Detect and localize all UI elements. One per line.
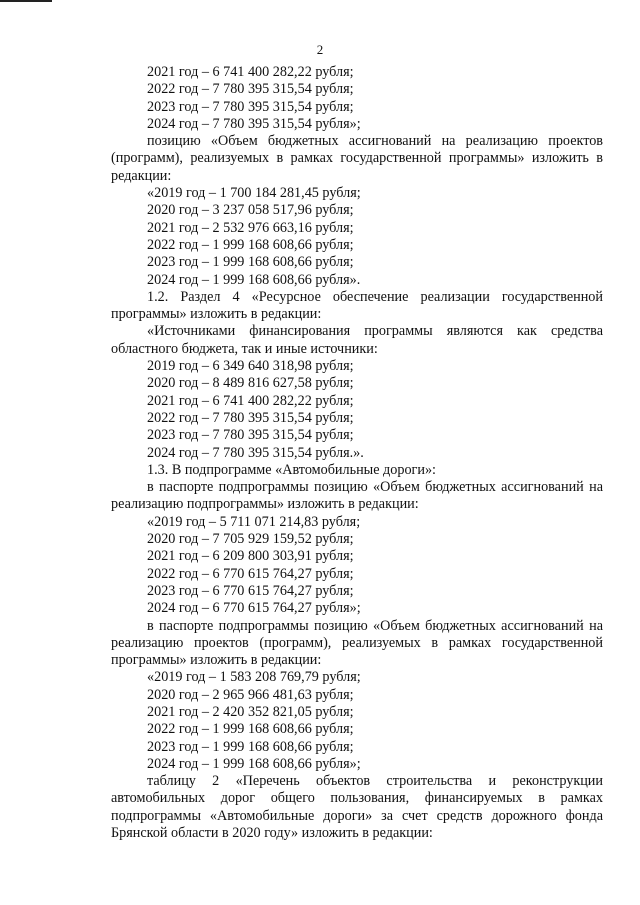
- subprogram-heading: 1.3. В подпрограмме «Автомобильные дороги»:: [147, 461, 436, 478]
- amounts-list-b: [111, 185, 603, 289]
- page-number: 2: [316, 42, 324, 57]
- paragraph-funding-sources: «Источниками финансирования программы являются как средства областного бюджета, так и иные источники:: [111, 323, 603, 357]
- amount-line: 2022 год – 7 780 395 315,54 рубля;: [147, 81, 354, 98]
- paragraph-projects-position: позицию «Объем бюджетных ассигнований на реализацию проектов (программ), реализуемых в рамках государственной программы» изложить в редакции:: [111, 133, 603, 184]
- amount-line: «2019 год – 1 700 184 281,45 рубля;: [147, 185, 361, 202]
- amount-line: 2020 год – 8 489 816 627,58 рубля;: [147, 375, 354, 392]
- amount-line: 2021 год – 6 741 400 282,22 рубля;: [147, 64, 354, 80]
- amounts-list-d: [111, 514, 603, 618]
- amount-line: 2023 год – 6 770 615 764,27 рубля;: [147, 582, 354, 599]
- paragraph-passport-projects: в паспорте подпрограммы позицию «Объем бюджетных ассигнований на реализацию проектов (программ), реализуемых в рамках государственной программы» изложить в редакции:: [111, 617, 603, 669]
- amount-line: 2022 год – 1 999 168 608,66 рубля;: [147, 721, 354, 738]
- amounts-list-e: [111, 669, 603, 773]
- amount-line: 2021 год – 6 209 800 303,91 рубля;: [147, 548, 354, 565]
- amount-line: 2024 год – 1 999 168 608,66 рубля».: [147, 271, 361, 288]
- paragraph-passport-allocations: в паспорте подпрограммы позицию «Объем бюджетных ассигнований на реализацию подпрограммы» изложить в редакции:: [111, 479, 603, 513]
- amount-line: 2024 год – 6 770 615 764,27 рубля»;: [147, 600, 361, 617]
- amount-line: 2020 год – 7 705 929 159,52 рубля;: [147, 531, 354, 548]
- amount-line: 2024 год – 7 780 395 315,54 рубля»;: [147, 115, 361, 132]
- amount-line: 2023 год – 7 780 395 315,54 рубля;: [147, 427, 354, 444]
- amount-line: 2024 год – 7 780 395 315,54 рубля.».: [147, 444, 364, 461]
- amount-line: 2023 год – 1 999 168 608,66 рубля;: [147, 254, 354, 271]
- amount-line: 2019 год – 6 349 640 318,98 рубля;: [147, 358, 354, 375]
- amount-line: 2023 год – 7 780 395 315,54 рубля;: [147, 98, 354, 115]
- amount-line: «2019 год – 5 711 071 214,83 рубля;: [147, 513, 361, 530]
- paragraph-section-4: 1.2. Раздел 4 «Ресурсное обеспечение реализации государственной программы» изложить в редакции:: [111, 288, 603, 323]
- amount-line: 2022 год – 1 999 168 608,66 рубля;: [147, 236, 354, 253]
- amount-line: 2020 год – 3 237 058 517,96 рубля;: [147, 202, 354, 219]
- amount-line: «2019 год – 1 583 208 769,79 рубля;: [147, 669, 361, 686]
- paragraph-table-2: таблицу 2 «Перечень объектов строительства и реконструкции автомобильных дорог общего пользования, финансируемых в рамках подпрограммы «Автомобильные дороги» за счет средств дорожного фонда Брянской области в 2020 году» изложить в редакции:: [111, 773, 603, 842]
- amount-line: 2023 год – 1 999 168 608,66 рубля;: [147, 738, 354, 755]
- amount-line: 2021 год – 2 532 976 663,16 рубля;: [147, 219, 354, 236]
- amount-line: 2024 год – 1 999 168 608,66 рубля»;: [147, 755, 361, 772]
- amounts-list-c: [111, 358, 603, 462]
- amounts-list-a: [111, 64, 603, 133]
- amount-line: 2022 год – 6 770 615 764,27 рубля;: [147, 565, 354, 582]
- amount-line: 2021 год – 2 420 352 821,05 рубля;: [147, 703, 354, 720]
- amount-line: 2020 год – 2 965 966 481,63 рубля;: [147, 686, 354, 703]
- top-rule: [0, 0, 52, 2]
- amount-line: 2022 год – 7 780 395 315,54 рубля;: [147, 409, 354, 426]
- amount-line: 2021 год – 6 741 400 282,22 рубля;: [147, 392, 354, 409]
- document-body: [111, 64, 603, 842]
